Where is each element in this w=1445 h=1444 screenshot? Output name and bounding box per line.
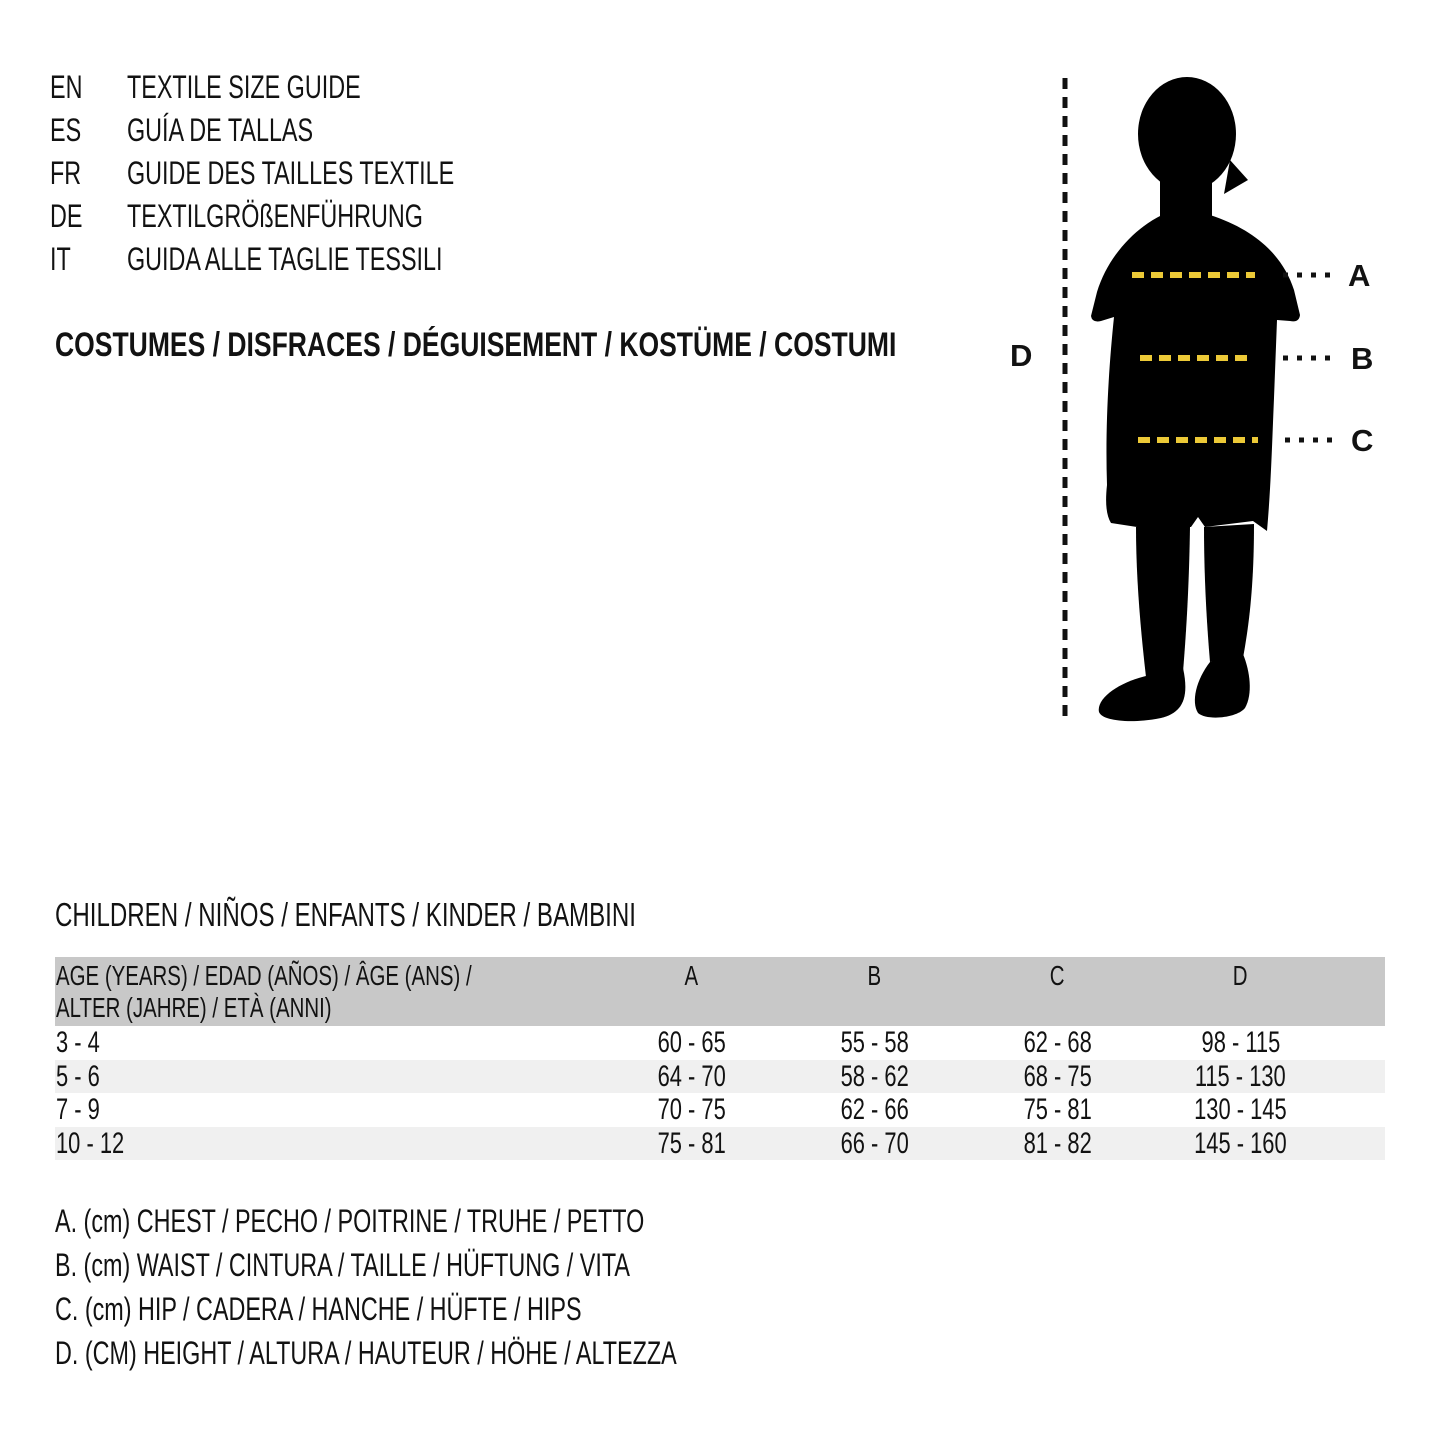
legend-height: D. (CM) HEIGHT / ALTURA / HAUTEUR / HÖHE / ALTEZZA <box>55 1334 677 1371</box>
child-silhouette <box>1091 77 1300 721</box>
language-code: EN <box>50 69 83 105</box>
legend-chest: A. (cm) CHEST / PECHO / POITRINE / TRUHE / PETTO <box>55 1202 645 1239</box>
column-header-b: B <box>867 960 882 991</box>
age-cell: 5 - 6 <box>56 1059 100 1093</box>
table-row <box>55 1093 1385 1127</box>
hip-cell: 62 - 68 <box>1023 1026 1092 1059</box>
column-header-d: D <box>1233 960 1248 991</box>
language-row-de <box>50 195 575 238</box>
age-header-line1: AGE (YEARS) / EDAD (AÑOS) / ÂGE (ANS) / <box>56 960 472 991</box>
language-code: IT <box>50 241 71 277</box>
hip-cell: 75 - 81 <box>1023 1093 1092 1126</box>
waist-cell: 58 - 62 <box>840 1059 909 1093</box>
height-cell: 130 - 145 <box>1194 1093 1287 1126</box>
silhouette-right-shoe <box>1195 654 1250 718</box>
silhouette-left-shoe <box>1099 668 1186 721</box>
waist-cell: 62 - 66 <box>840 1093 909 1126</box>
height-cell: 98 - 115 <box>1201 1026 1280 1059</box>
column-header-c: C <box>1050 960 1065 991</box>
chest-cell: 60 - 65 <box>657 1026 726 1059</box>
age-cell: 10 - 12 <box>56 1126 125 1160</box>
height-cell: 115 - 130 <box>1195 1059 1286 1093</box>
age-cell: 3 - 4 <box>56 1026 100 1059</box>
language-row-en <box>50 66 575 109</box>
height-cell: 145 - 160 <box>1194 1126 1287 1160</box>
age-column-header <box>55 957 600 1024</box>
table-section-title <box>55 896 851 934</box>
hip-cell: 68 - 75 <box>1023 1059 1092 1093</box>
measure-label-c: C <box>1351 423 1374 458</box>
measurement-legend <box>55 1199 907 1375</box>
language-label: GUIDE DES TAILLES TEXTILE <box>127 155 455 191</box>
category-title-text: COSTUMES / DISFRACES / DÉGUISEMENT / KOSTÜME / COSTUMI <box>55 326 897 364</box>
measure-label-a: A <box>1348 258 1371 293</box>
table-row <box>55 1060 1385 1094</box>
chest-cell: 70 - 75 <box>657 1093 726 1126</box>
silhouette-right-leg <box>1204 524 1254 662</box>
measure-label-b: B <box>1351 341 1374 376</box>
language-row-it <box>50 238 575 281</box>
language-code: FR <box>50 155 82 191</box>
silhouette-left-leg <box>1136 527 1190 677</box>
column-header-a: A <box>684 960 699 991</box>
table-row <box>55 1127 1385 1161</box>
language-label: GUIDA ALLE TAGLIE TESSILI <box>127 241 443 277</box>
chest-cell: 64 - 70 <box>657 1059 726 1093</box>
category-title <box>55 324 1134 366</box>
silhouette-torso <box>1091 215 1300 531</box>
language-code: ES <box>50 112 82 148</box>
silhouette-head <box>1138 77 1236 191</box>
measure-label-d: D <box>1010 338 1033 373</box>
children-size-table <box>55 957 1385 1160</box>
age-cell: 7 - 9 <box>56 1093 100 1126</box>
language-label: TEXTILGRÖßENFÜHRUNG <box>127 198 423 234</box>
waist-cell: 66 - 70 <box>840 1126 909 1160</box>
language-code: DE <box>50 198 83 234</box>
table-header-row <box>55 957 1385 1026</box>
language-row-fr <box>50 152 575 195</box>
waist-cell: 55 - 58 <box>840 1026 909 1059</box>
language-label: GUÍA DE TALLAS <box>127 112 314 148</box>
legend-hip: C. (cm) HIP / CADERA / HANCHE / HÜFTE / HIPS <box>55 1290 582 1327</box>
language-row-es <box>50 109 575 152</box>
child-silhouette-figure <box>1040 60 1400 740</box>
language-list <box>50 66 575 281</box>
language-label: TEXTILE SIZE GUIDE <box>127 69 361 105</box>
table-row <box>55 1026 1385 1060</box>
legend-waist: B. (cm) WAIST / CINTURA / TAILLE / HÜFTUNG / VITA <box>55 1246 630 1283</box>
age-header-line2: ALTER (JAHRE) / ETÀ (ANNI) <box>56 992 332 1023</box>
hip-cell: 81 - 82 <box>1023 1126 1092 1160</box>
chest-cell: 75 - 81 <box>657 1126 726 1160</box>
table-section-title-text: CHILDREN / NIÑOS / ENFANTS / KINDER / BAMBINI <box>55 896 636 933</box>
